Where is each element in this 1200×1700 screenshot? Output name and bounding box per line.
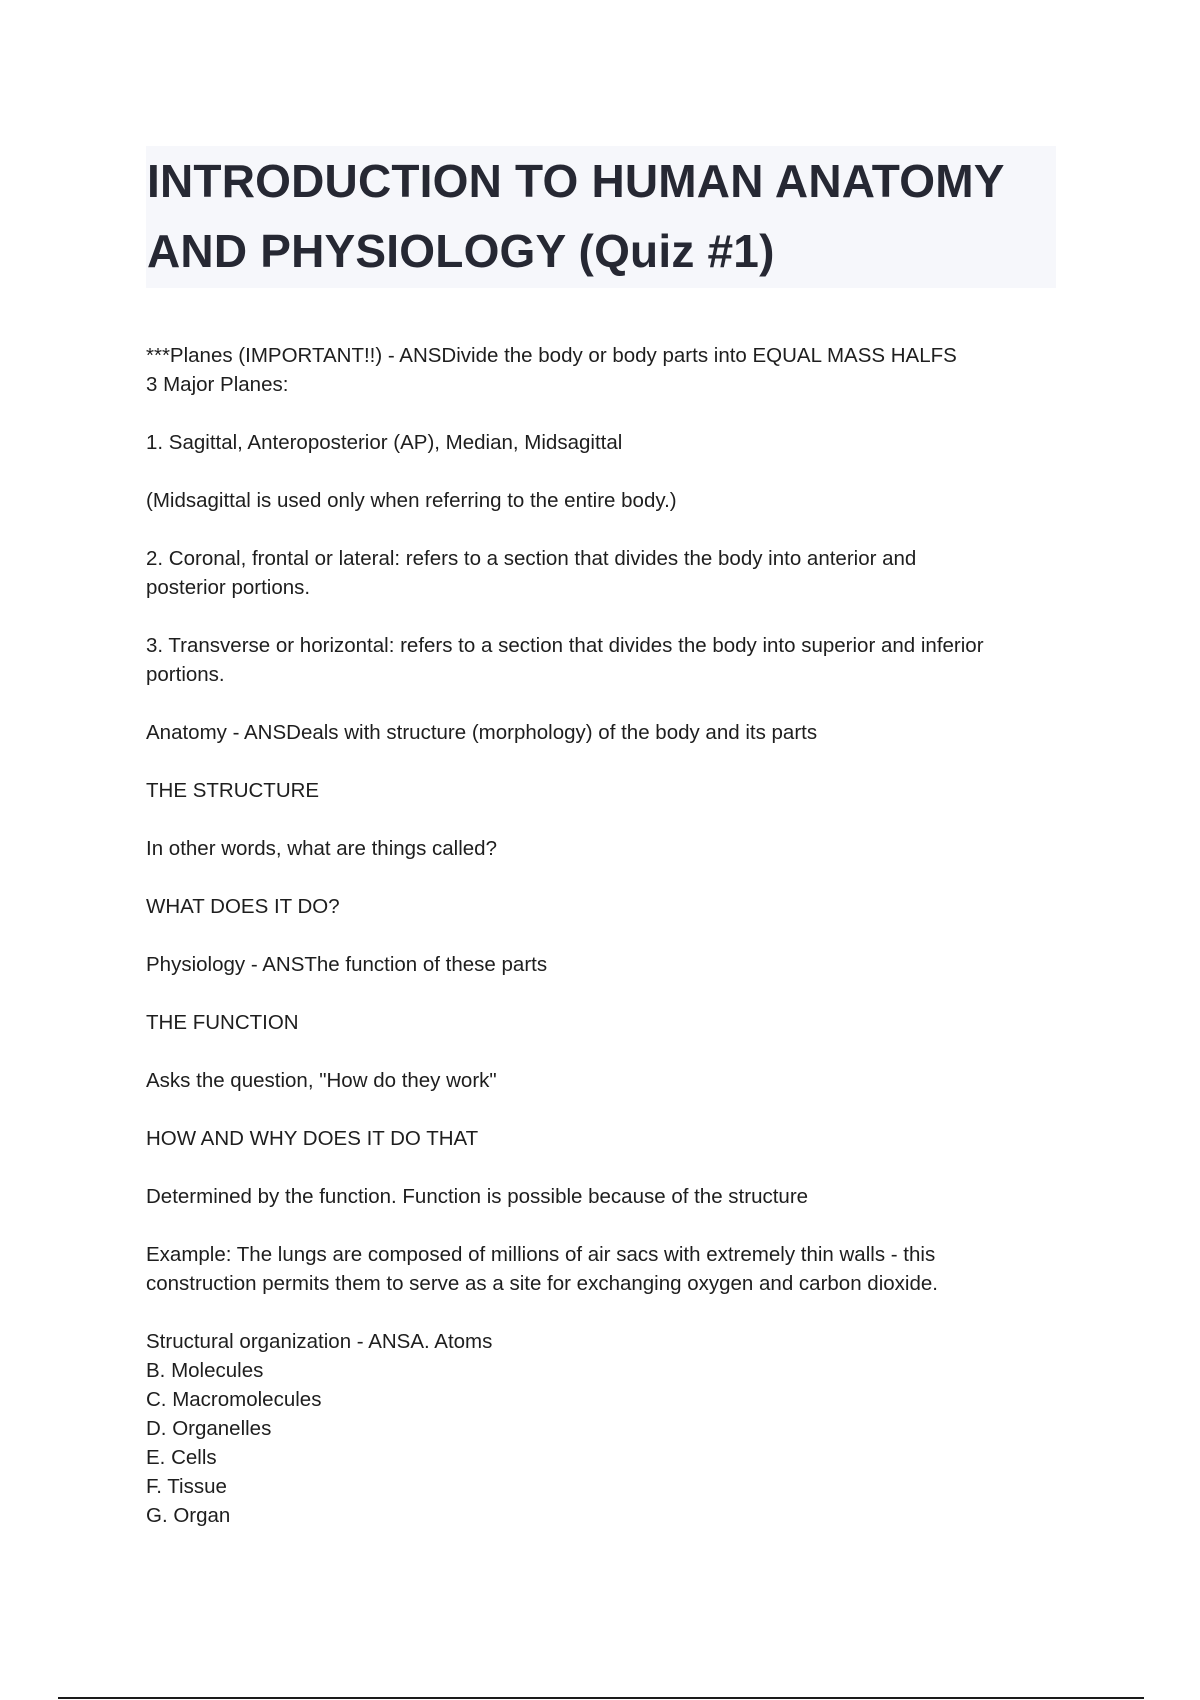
- paragraph-example-lungs: [146, 1240, 1066, 1298]
- text-line: THE FUNCTION: [146, 1011, 299, 1034]
- text-line: posterior portions.: [146, 576, 311, 599]
- paragraph-transverse: [146, 631, 1066, 689]
- list-item: F. Tissue: [146, 1475, 227, 1498]
- paragraph-midsagittal-note: [146, 486, 1066, 515]
- title-line: INTRODUCTION TO HUMAN ANATOMY: [147, 155, 1005, 207]
- list-item: D. Organelles: [146, 1417, 272, 1440]
- text-line: ***Planes (IMPORTANT!!) - ANSDivide the body or body parts into EQUAL MASS HALFS: [146, 344, 957, 367]
- paragraph-the-function: [146, 1008, 1066, 1037]
- paragraph-asks-question: [146, 1066, 1066, 1095]
- text-line: Determined by the function. Function is possible because of the structure: [146, 1185, 809, 1208]
- paragraph-structural-organization: [146, 1327, 1066, 1530]
- text-line: Asks the question, "How do they work": [146, 1069, 497, 1092]
- paragraph-sagittal: [146, 428, 1066, 457]
- list-item: B. Molecules: [146, 1359, 264, 1382]
- paragraph-coronal: [146, 544, 1066, 602]
- title-block: [146, 146, 1056, 288]
- text-line: 1. Sagittal, Anteroposterior (AP), Median, Midsagittal: [146, 431, 623, 454]
- text-line: 3. Transverse or horizontal: refers to a section that divides the body into superior and inferior: [146, 634, 984, 657]
- title-line: AND PHYSIOLOGY (Quiz #1): [147, 225, 775, 277]
- paragraph-anatomy: [146, 718, 1066, 747]
- text-line: HOW AND WHY DOES IT DO THAT: [146, 1127, 479, 1150]
- text-line: 3 Major Planes:: [146, 373, 289, 396]
- text-line: 2. Coronal, frontal or lateral: refers to a section that divides the body into anterior and: [146, 547, 917, 570]
- text-line: THE STRUCTURE: [146, 779, 320, 802]
- paragraph-other-words: [146, 834, 1066, 863]
- text-line: Structural organization - ANSA. Atoms: [146, 1330, 493, 1353]
- paragraph-planes: [146, 341, 1066, 399]
- text-line: WHAT DOES IT DO?: [146, 895, 340, 918]
- paragraph-the-structure: [146, 776, 1066, 805]
- text-line: Anatomy - ANSDeals with structure (morphology) of the body and its parts: [146, 721, 818, 744]
- text-line: Physiology - ANSThe function of these parts: [146, 953, 548, 976]
- page-bottom-rule: [58, 1697, 1144, 1699]
- paragraph-physiology: [146, 950, 1066, 979]
- text-line: In other words, what are things called?: [146, 837, 497, 860]
- text-line: (Midsagittal is used only when referring to the entire body.): [146, 489, 677, 512]
- text-line: Example: The lungs are composed of millions of air sacs with extremely thin walls - this: [146, 1243, 936, 1266]
- list-item: E. Cells: [146, 1446, 217, 1469]
- text-line: portions.: [146, 663, 225, 686]
- document-body: [146, 341, 1066, 1559]
- list-item: C. Macromolecules: [146, 1388, 322, 1411]
- paragraph-how-and-why: [146, 1124, 1066, 1153]
- list-item: G. Organ: [146, 1504, 231, 1527]
- paragraph-what-does-it-do: [146, 892, 1066, 921]
- text-line: construction permits them to serve as a site for exchanging oxygen and carbon dioxide.: [146, 1272, 938, 1295]
- paragraph-determined: [146, 1182, 1066, 1211]
